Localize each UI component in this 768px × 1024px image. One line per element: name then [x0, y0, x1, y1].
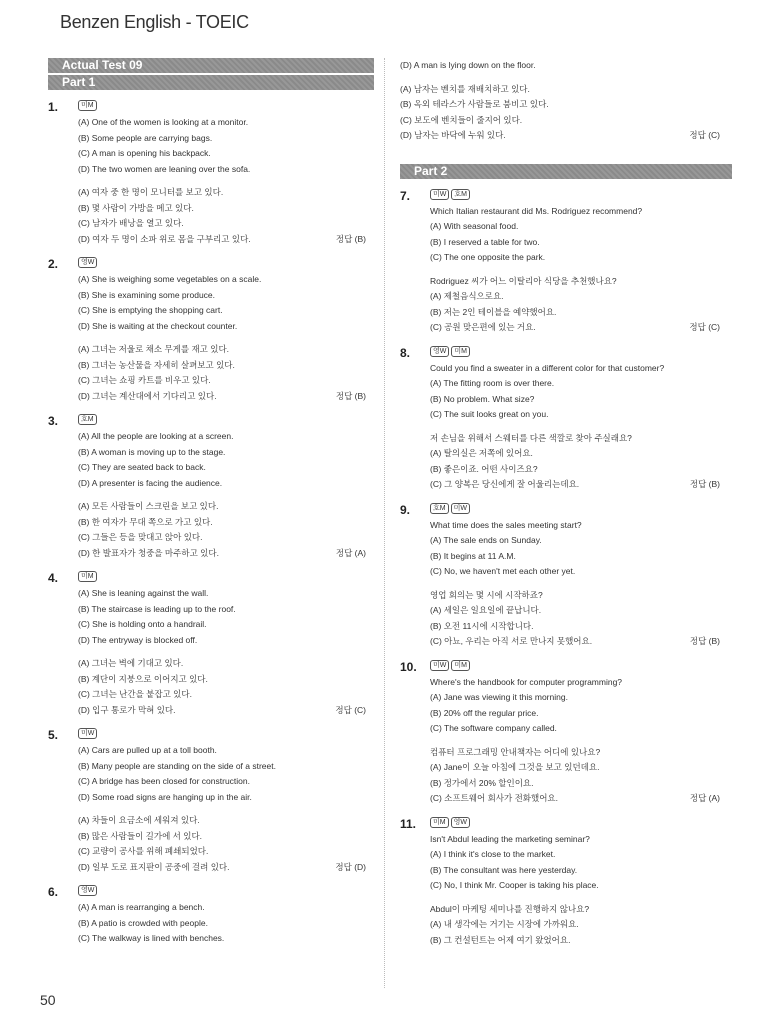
option-ko: (C) 그녀는 난간을 붙잡고 있다. — [78, 689, 192, 699]
accent-badge: 호M — [78, 414, 97, 425]
answer-row — [78, 703, 366, 719]
option-ko: (A) 내 생각에는 거기는 시장에 가까워요. — [430, 919, 579, 929]
answer-row — [400, 128, 720, 144]
speaker-accents — [430, 503, 720, 516]
option-ko: (A) 제철음식으로요. — [430, 291, 504, 301]
option-en: (B) It begins at 11 A.M. — [430, 550, 516, 561]
question-item — [400, 503, 720, 650]
answer-label: 정답 (A) — [689, 793, 720, 803]
option-ko: (D) 남자는 바닥에 누워 있다. — [400, 130, 506, 140]
option-en: (B) A woman is moving up to the stage. — [78, 446, 226, 457]
question-item — [48, 100, 366, 247]
question-number: 2. — [48, 257, 59, 271]
option-en: (B) The staircase is leading up to the roof. — [78, 603, 236, 614]
option-ko: (A) 여자 중 한 명이 모니터를 보고 있다. — [78, 187, 224, 197]
option-ko: (B) 그녀는 농산물을 자세히 살펴보고 있다. — [78, 359, 235, 370]
part1-title-bar: Part 1 — [48, 75, 374, 90]
question-text-ko: 컴퓨터 프로그래밍 안내책자는 어디에 있나요? — [430, 746, 601, 757]
answer-label: 정답 (B) — [689, 636, 720, 646]
option-ko: (A) 차들이 요금소에 세워져 있다. — [78, 815, 200, 825]
option-ko: (C) 그 양복은 당신에게 잘 어울리는데요. — [430, 479, 580, 489]
option-ko: (D) 일부 도로 표지판이 공중에 걸려 있다. — [78, 861, 230, 872]
option-en: (C) No, I think Mr. Cooper is taking his place. — [430, 880, 599, 890]
option-ko: (C) 보도에 벤치들이 줄지어 있다. — [400, 114, 523, 125]
option-en: (A) A man is rearranging a bench. — [78, 902, 205, 912]
option-ko: (A) Jane이 오늘 아침에 그것을 보고 있던데요. — [430, 762, 600, 772]
option-ko: (A) 탈의실은 저쪽에 있어요. — [430, 448, 533, 458]
accent-badge: 미W — [430, 660, 449, 671]
question-number: 5. — [48, 728, 59, 742]
option-ko: (C) 소프트웨어 회사가 전화했어요. — [430, 793, 558, 803]
spacer — [78, 648, 366, 656]
question-number: 9. — [400, 502, 411, 517]
answer-label: 정답 (B) — [689, 479, 720, 489]
question-item — [400, 817, 720, 949]
question-text-ko: 영업 회의는 몇 시에 시작하죠? — [430, 589, 543, 600]
question-item — [48, 885, 366, 947]
option-ko: (B) 계단이 지붕으로 이어지고 있다. — [78, 673, 208, 684]
question-text-ko: 저 손님을 위해서 스웨터를 다른 색깔로 찾아 주실래요? — [430, 432, 632, 443]
accent-badge: 영W — [451, 817, 470, 828]
accent-badge: 미W — [78, 728, 97, 739]
continued-question — [400, 58, 720, 144]
question-number: 11. — [400, 816, 417, 831]
spacer — [78, 177, 366, 185]
spacer — [78, 805, 366, 813]
option-ko: (B) 오전 11시에 시작합니다. — [430, 620, 534, 631]
option-en: (B) The consultant was here yesterday. — [430, 864, 578, 875]
option-en: (B) A patio is crowded with people. — [78, 917, 208, 928]
accent-badge: 미M — [451, 346, 470, 357]
question-text-ko: Abdul이 마케팅 세미나를 진행하지 않나요? — [430, 903, 590, 914]
option-en: (A) I think it's close to the market. — [430, 849, 556, 859]
question-item — [400, 189, 720, 336]
accent-badge: 미M — [430, 817, 449, 828]
speaker-accents — [78, 257, 366, 270]
speaker-accents — [430, 346, 720, 359]
speaker-accents — [78, 100, 366, 113]
right-column — [400, 58, 720, 948]
speaker-accents — [78, 885, 366, 898]
option-ko: (B) 많은 사람들이 길가에 서 있다. — [78, 830, 203, 841]
answer-row — [78, 546, 366, 562]
option-en: (D) The entryway is blocked off. — [78, 634, 198, 645]
option-ko: (C) 남자가 배낭을 열고 있다. — [78, 218, 184, 228]
question-text-en: Where's the handbook for computer programming? — [430, 676, 623, 687]
answer-row — [78, 389, 366, 405]
option-en: (B) Some people are carrying bags. — [78, 132, 213, 143]
option-ko: (C) 교량이 공사를 위해 폐쇄되었다. — [78, 846, 209, 856]
option-en: (A) Cars are pulled up at a toll booth. — [78, 745, 217, 755]
part2-title-bar: Part 2 — [400, 164, 732, 179]
option-en: (B) She is examining some produce. — [78, 289, 216, 300]
option-ko: (B) 몇 사람이 가방을 메고 있다. — [78, 202, 194, 213]
answer-label: 정답 (D) — [335, 861, 366, 872]
accent-badge: 미M — [78, 571, 97, 582]
question-item — [48, 414, 366, 561]
option-en: (C) The software company called. — [430, 723, 557, 733]
question-number: 1. — [48, 100, 59, 114]
option-en: (A) All the people are looking at a screen. — [78, 431, 234, 441]
answer-row — [430, 791, 720, 807]
option-en: (A) The sale ends on Sunday. — [430, 535, 542, 545]
option-en: (D) Some road signs are hanging up in the air. — [78, 791, 252, 802]
option-ko: (B) 그 컨설턴트는 어제 여기 왔었어요. — [430, 934, 571, 945]
spacer — [430, 737, 720, 745]
option-ko: (A) 그녀는 저울로 채소 무게를 재고 있다. — [78, 344, 230, 354]
option-en: (D) A presenter is facing the audience. — [78, 477, 223, 488]
option-en: (C) No, we haven't met each other yet. — [430, 566, 576, 576]
spacer — [78, 334, 366, 342]
option-en: (B) 20% off the regular price. — [430, 707, 539, 718]
answer-label: 정답 (C) — [689, 130, 720, 140]
option-en: (A) The fitting room is over there. — [430, 378, 555, 388]
spacer — [430, 894, 720, 902]
option-ko: (D) 입구 통로가 막혀 있다. — [78, 704, 176, 715]
accent-badge: 영W — [78, 257, 97, 268]
option-en: (C) She is emptying the shopping cart. — [78, 305, 223, 315]
option-ko: (C) 아뇨, 우리는 아직 서로 만나지 못했어요. — [430, 636, 593, 646]
option-en: (A) With seasonal food. — [430, 221, 519, 231]
accent-badge: 미W — [451, 503, 470, 514]
question-number: 4. — [48, 571, 59, 585]
speaker-accents — [430, 189, 720, 202]
question-number: 7. — [400, 188, 411, 203]
option-en: (D) The two women are leaning over the sofa. — [78, 163, 251, 174]
question-text-ko: Rodriguez 씨가 어느 이탈리아 식당을 추천했나요? — [430, 275, 617, 286]
option-en: (C) The suit looks great on you. — [430, 409, 549, 419]
answer-row — [78, 860, 366, 876]
spacer — [400, 74, 720, 82]
question-number: 8. — [400, 345, 411, 360]
accent-badge: 미W — [430, 189, 449, 200]
answer-row — [430, 320, 720, 336]
option-en: (C) They are seated back to back. — [78, 462, 206, 472]
answer-row — [78, 232, 366, 248]
test-title-bar: Actual Test 09 — [48, 58, 374, 73]
option-ko: (B) 저는 2인 테이블을 예약했어요. — [430, 306, 557, 317]
option-en: (A) Jane was viewing it this morning. — [430, 692, 568, 702]
question-item — [48, 257, 366, 404]
spacer — [430, 580, 720, 588]
question-text-en: Isn't Abdul leading the marketing seminar? — [430, 833, 590, 844]
option-ko: (C) 그들은 등을 맞대고 앉아 있다. — [78, 532, 203, 542]
option-ko: (D) 한 발표자가 청중을 마주하고 있다. — [78, 547, 219, 558]
option-en: (B) No problem. What size? — [430, 393, 535, 404]
part2-question-list — [400, 189, 720, 949]
question-item — [400, 660, 720, 807]
answer-row — [430, 634, 720, 650]
speaker-accents — [78, 414, 366, 427]
answer-label: 정답 (B) — [335, 390, 366, 401]
option-ko: (C) 그녀는 쇼핑 카트를 비우고 있다. — [78, 375, 211, 385]
speaker-accents — [430, 660, 720, 673]
part1-question-list — [48, 100, 366, 947]
option-en: (A) She is weighing some vegetables on a scale. — [78, 274, 262, 284]
speaker-accents — [430, 817, 720, 830]
accent-badge: 미M — [78, 100, 97, 111]
answer-label: 정답 (C) — [335, 704, 366, 715]
option-en: (A) She is leaning against the wall. — [78, 588, 209, 598]
option-en: (B) I reserved a table for two. — [430, 236, 540, 247]
option-ko: (B) 좋은이죠. 어떤 사이즈요? — [430, 463, 538, 474]
header-title: Benzen English - TOEIC — [60, 12, 249, 32]
left-column — [48, 58, 366, 947]
speaker-accents — [78, 728, 366, 741]
option-ko: (A) 남자는 벤치를 재배치하고 있다. — [400, 83, 530, 94]
question-number: 3. — [48, 414, 59, 428]
accent-badge: 영W — [430, 346, 449, 357]
question-text-en: Could you find a sweater in a different color for that customer? — [430, 362, 665, 373]
answer-label: 정답 (B) — [335, 233, 366, 244]
option-ko: (A) 그녀는 벽에 기대고 있다. — [78, 658, 184, 668]
question-item — [48, 728, 366, 875]
question-text-en: Which Italian restaurant did Ms. Rodriguez recommend? — [430, 205, 643, 216]
question-item — [400, 346, 720, 493]
option-en: (C) The one opposite the park. — [430, 252, 546, 262]
accent-badge: 호M — [451, 189, 470, 200]
spacer — [78, 491, 366, 499]
answer-label: 정답 (A) — [335, 547, 366, 558]
option-en: (D) A man is lying down on the floor. — [400, 60, 536, 70]
option-ko: (C) 공원 맞은편에 있는 거요. — [430, 322, 536, 332]
option-ko: (B) 정가에서 20% 할인이요. — [430, 777, 534, 788]
answer-label: 정답 (C) — [689, 322, 720, 332]
option-ko: (D) 여자 두 명이 소파 위로 몸을 구부리고 있다. — [78, 233, 251, 244]
option-en: (C) The walkway is lined with benches. — [78, 933, 225, 943]
answer-row — [430, 477, 720, 493]
option-en: (B) Many people are standing on the side of a street. — [78, 760, 276, 771]
question-number: 10. — [400, 659, 417, 674]
spacer — [430, 266, 720, 274]
column-divider — [384, 58, 385, 988]
option-en: (A) One of the women is looking at a monitor. — [78, 117, 249, 127]
option-ko: (A) 모든 사람들이 스크린을 보고 있다. — [78, 501, 219, 511]
speaker-accents — [78, 571, 366, 584]
spacer — [430, 423, 720, 431]
option-ko: (A) 세일은 일요일에 끝납니다. — [430, 605, 542, 615]
question-text-en: What time does the sales meeting start? — [430, 519, 582, 530]
question-item — [48, 571, 366, 718]
option-en: (D) She is waiting at the checkout counter. — [78, 320, 238, 331]
option-ko: (D) 그녀는 계산대에서 기다리고 있다. — [78, 390, 217, 401]
option-en: (C) She is holding onto a handrail. — [78, 619, 207, 629]
option-ko: (B) 옥외 테라스가 사람들로 붐비고 있다. — [400, 99, 549, 109]
page-number: 50 — [40, 992, 56, 1008]
question-number: 6. — [48, 885, 59, 899]
option-en: (C) A man is opening his backpack. — [78, 148, 211, 158]
accent-badge: 영W — [78, 885, 97, 896]
option-en: (C) A bridge has been closed for construction. — [78, 776, 250, 786]
accent-badge: 미M — [451, 660, 470, 671]
accent-badge: 호M — [430, 503, 449, 514]
option-ko: (B) 한 여자가 무대 쪽으로 가고 있다. — [78, 516, 213, 527]
